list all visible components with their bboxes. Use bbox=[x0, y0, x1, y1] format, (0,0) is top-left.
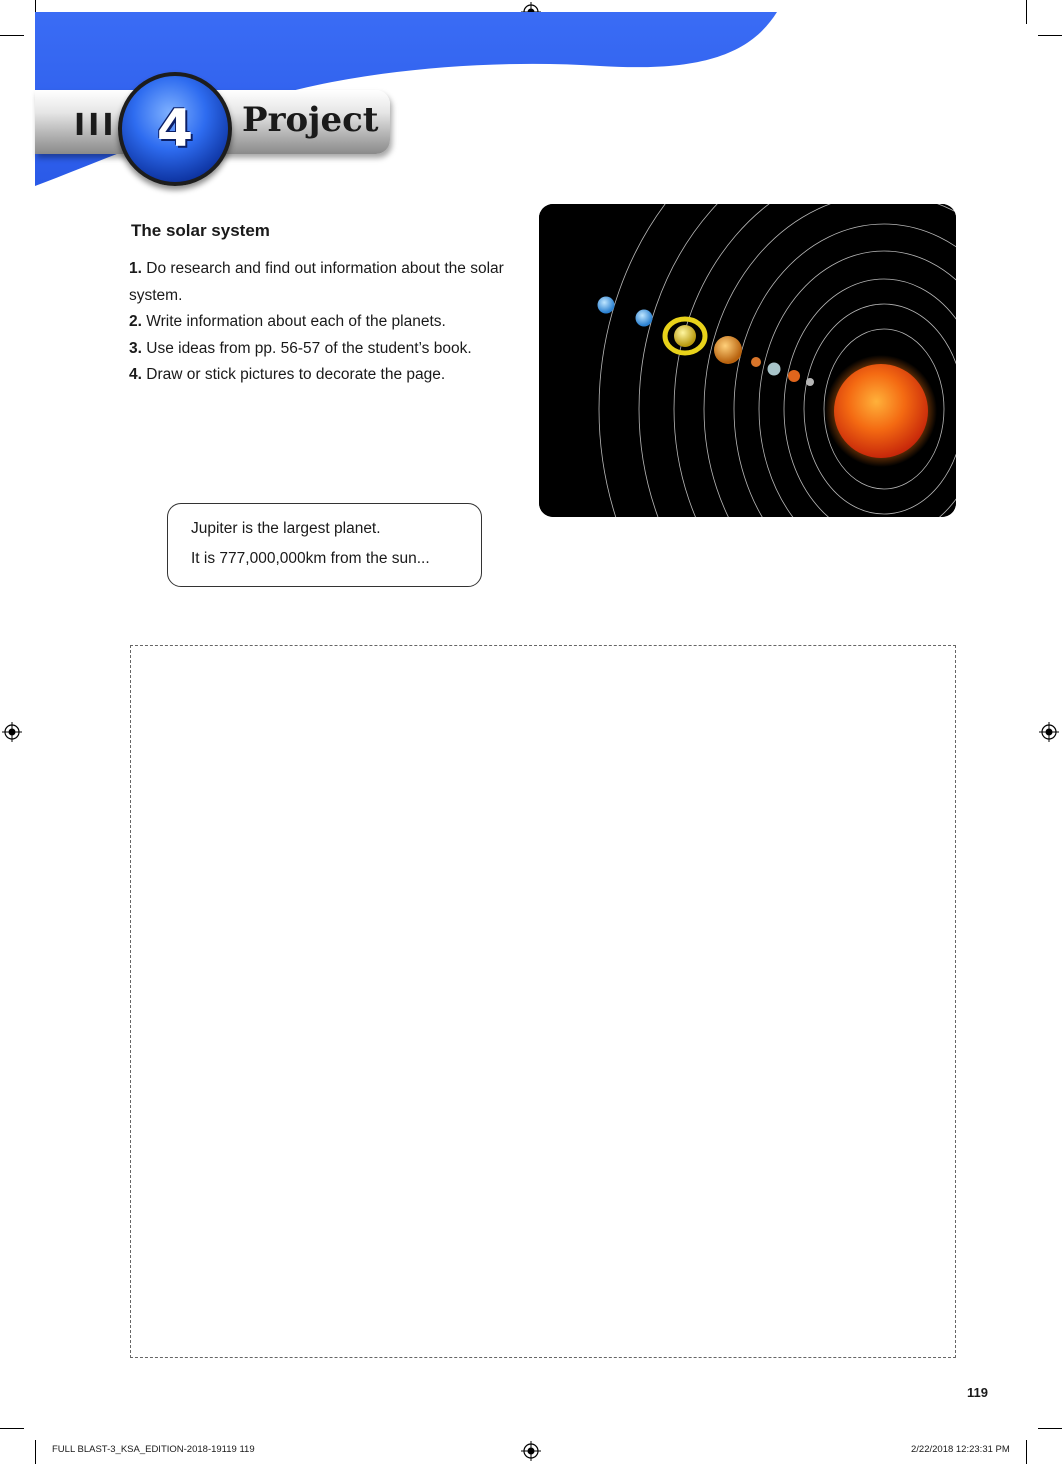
step-text: Do research and find out information about the solar system. bbox=[129, 260, 504, 304]
step-text: Use ideas from pp. 56-57 of the student’s book. bbox=[146, 339, 472, 357]
bar-mark: III bbox=[74, 108, 117, 143]
instruction-list bbox=[129, 256, 519, 389]
page-title: Project bbox=[242, 100, 379, 140]
list-item bbox=[129, 336, 519, 363]
example-line: Jupiter is the largest planet. bbox=[191, 520, 381, 537]
crop-mark bbox=[1026, 1440, 1027, 1464]
crop-mark bbox=[35, 1440, 36, 1464]
registration-mark-icon bbox=[1039, 722, 1059, 742]
unit-number: 4 bbox=[156, 99, 194, 159]
step-number: 2. bbox=[129, 313, 142, 331]
list-item bbox=[129, 256, 519, 309]
step-text: Draw or stick pictures to decorate the page. bbox=[146, 366, 446, 384]
crop-mark bbox=[0, 1428, 24, 1429]
project-drawing-area[interactable] bbox=[130, 645, 956, 1358]
step-number: 4. bbox=[129, 366, 142, 384]
footer-timestamp: 2/22/2018 12:23:31 PM bbox=[911, 1444, 1010, 1455]
section-heading: The solar system bbox=[131, 221, 270, 240]
registration-mark-icon bbox=[521, 1441, 541, 1461]
crop-mark bbox=[1038, 1428, 1062, 1429]
example-text-box bbox=[167, 503, 482, 587]
list-item bbox=[129, 362, 519, 389]
footer-file-info: FULL BLAST-3_KSA_EDITION-2018-19119 119 bbox=[52, 1444, 255, 1455]
step-text: Write information about each of the planets. bbox=[146, 313, 446, 331]
unit-badge bbox=[118, 72, 232, 186]
step-number: 1. bbox=[129, 260, 142, 277]
solar-system-illustration bbox=[539, 204, 956, 517]
list-item bbox=[129, 309, 519, 336]
crop-mark bbox=[1038, 35, 1062, 36]
example-line: It is 777,000,000km from the sun... bbox=[191, 550, 430, 567]
step-number: 3. bbox=[129, 339, 142, 357]
registration-mark-icon bbox=[2, 722, 22, 742]
crop-mark bbox=[1026, 0, 1027, 24]
page-number: 119 bbox=[967, 1385, 988, 1400]
